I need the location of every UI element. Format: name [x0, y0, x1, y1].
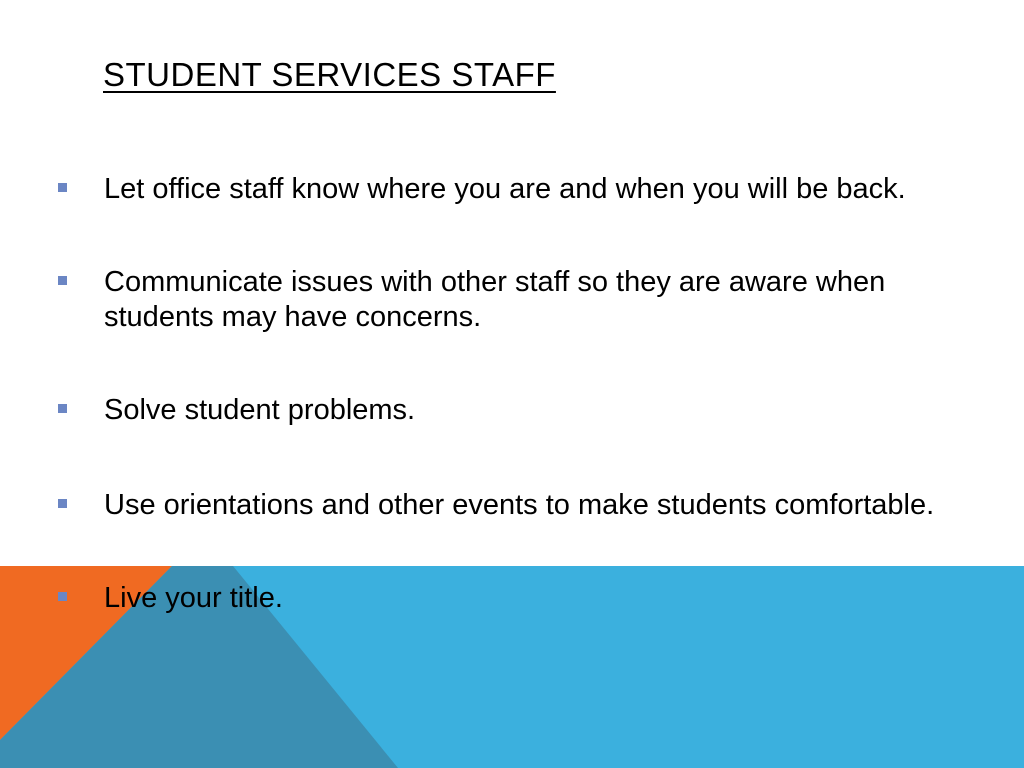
bullet-item: [55, 172, 975, 207]
square-bullet-icon: [58, 183, 67, 192]
square-bullet-icon: [58, 404, 67, 413]
bullet-text: Use orientations and other events to make students comfortable.: [104, 489, 935, 521]
bullet-item: [55, 393, 975, 428]
bullet-item: [55, 265, 975, 335]
bullet-list: [55, 172, 975, 674]
bullet-text: Solve student problems.: [104, 394, 416, 426]
bullet-text: Live your title.: [104, 582, 283, 614]
square-bullet-icon: [58, 276, 67, 285]
square-bullet-icon: [58, 592, 67, 601]
bullet-text: Let office staff know where you are and when you will be back.: [104, 173, 906, 205]
slide-title: STUDENT SERVICES STAFF: [103, 56, 556, 93]
square-bullet-icon: [58, 499, 67, 508]
bullet-text: Communicate issues with other staff so they are aware when students may have concerns.: [104, 266, 886, 333]
bullet-item: [55, 488, 975, 523]
bullet-item: [55, 581, 975, 616]
